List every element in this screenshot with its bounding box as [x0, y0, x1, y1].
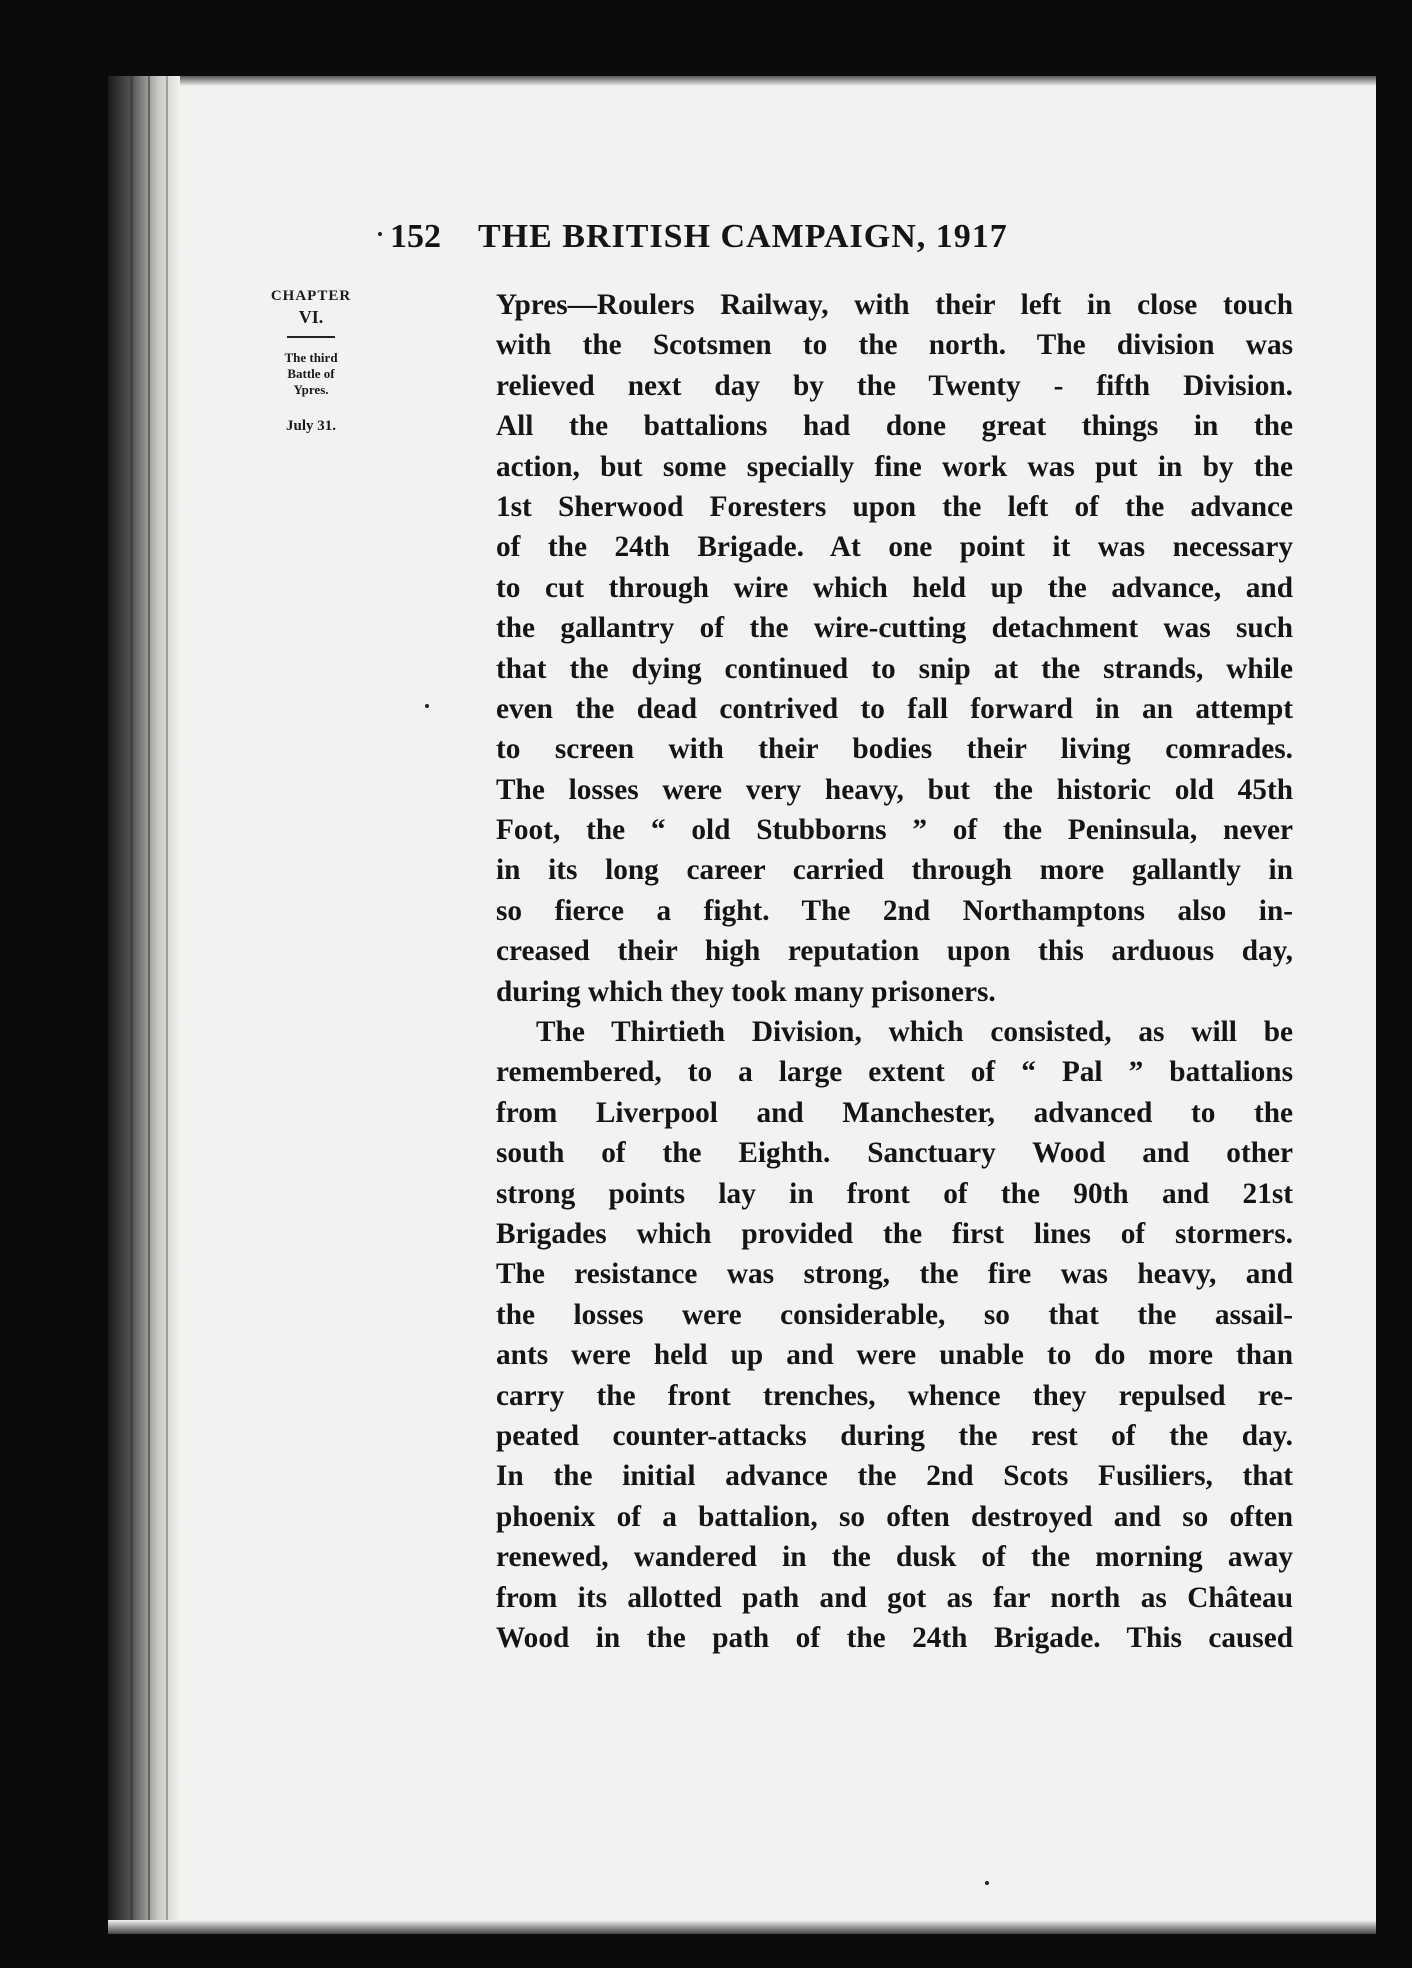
scan-speck [425, 704, 429, 708]
body-text [496, 285, 1293, 1658]
page-number: 152 [390, 218, 441, 255]
margin-notes [256, 288, 366, 435]
scan-speck [985, 1881, 989, 1885]
text-line: relieved next day by the Twenty - fifth Division. [496, 369, 1293, 402]
text-line: Ypres—Roulers Railway, with their left in close touch [496, 289, 1293, 321]
gutter-edge [148, 76, 150, 1934]
text-line: In the initial advance the 2nd Scots Fusiliers, that [496, 1460, 1293, 1493]
text-line: remembered, to a large extent of “ Pal ” battalions [496, 1056, 1293, 1089]
text-line: that the dying continued to snip at the strands, while [496, 652, 1293, 685]
text-line: The Thirtieth Division, which consisted, as will be [536, 1016, 1293, 1049]
side-note-date: July 31. [285, 418, 336, 434]
side-note-line: Battle of [287, 366, 335, 381]
scan-speck [378, 232, 382, 236]
chapter-rule [287, 336, 335, 338]
text-line: to cut through wire which held up the advance, and [496, 571, 1293, 604]
text-line: of the 24th Brigade. At one point it was necessary [496, 531, 1293, 564]
text-line: the losses were considerable, so that the assail- [496, 1298, 1293, 1331]
text-line: The losses were very heavy, but the historic old 45th [496, 773, 1293, 806]
text-line: Wood in the path of the 24th Brigade. This caused [496, 1621, 1293, 1654]
gutter-edge [166, 76, 168, 1934]
text-line: The resistance was strong, the fire was heavy, and [496, 1258, 1293, 1291]
text-line: with the Scotsmen to the north. The division was [496, 329, 1293, 362]
page-top-shadow [108, 76, 1376, 86]
text-line: so fierce a fight. The 2nd Northamptons also in- [496, 894, 1293, 927]
text-line: ants were held up and were unable to do more than [496, 1339, 1293, 1372]
chapter-label: CHAPTER [270, 288, 352, 304]
text-line: creased their high reputation upon this arduous day, [496, 935, 1293, 968]
side-note-line: The third [284, 350, 338, 365]
text-line: during which they took many prisoners. [496, 975, 996, 1008]
text-line: to screen with their bodies their living comrades. [496, 733, 1293, 766]
text-line: peated counter-attacks during the rest of the day. [496, 1419, 1293, 1452]
chapter-number: VI. [298, 307, 324, 327]
text-line: the gallantry of the wire-cutting detachment was such [496, 612, 1293, 645]
text-line: phoenix of a battalion, so often destroyed and so often [496, 1500, 1293, 1533]
text-line: All the battalions had done great things in the [496, 410, 1293, 443]
text-line: even the dead contrived to fall forward in an attempt [496, 692, 1293, 725]
text-line: action, but some specially fine work was put in by the [496, 450, 1293, 483]
gutter-edge [130, 76, 133, 1934]
text-line: south of the Eighth. Sanctuary Wood and other [496, 1137, 1293, 1170]
page-gutter [108, 76, 180, 1934]
side-note-line: Ypres. [293, 382, 329, 397]
running-title: THE BRITISH CAMPAIGN, 1917 [478, 218, 1008, 255]
text-line: in its long career carried through more gallantly in [496, 854, 1293, 887]
text-line: strong points lay in front of the 90th and 21st [496, 1177, 1293, 1210]
text-line: Brigades which provided the first lines of stormers. [496, 1217, 1293, 1250]
text-line: renewed, wandered in the dusk of the morning away [496, 1541, 1293, 1574]
text-line: Foot, the “ old Stubborns ” of the Peninsula, never [496, 814, 1293, 847]
text-line: carry the front trenches, whence they repulsed re- [496, 1379, 1293, 1412]
text-line: from Liverpool and Manchester, advanced to the [496, 1096, 1293, 1129]
page-bottom-shadow [108, 1920, 1376, 1934]
text-line: from its allotted path and got as far north as Château [496, 1581, 1293, 1614]
text-line: 1st Sherwood Foresters upon the left of the advance [496, 490, 1293, 523]
